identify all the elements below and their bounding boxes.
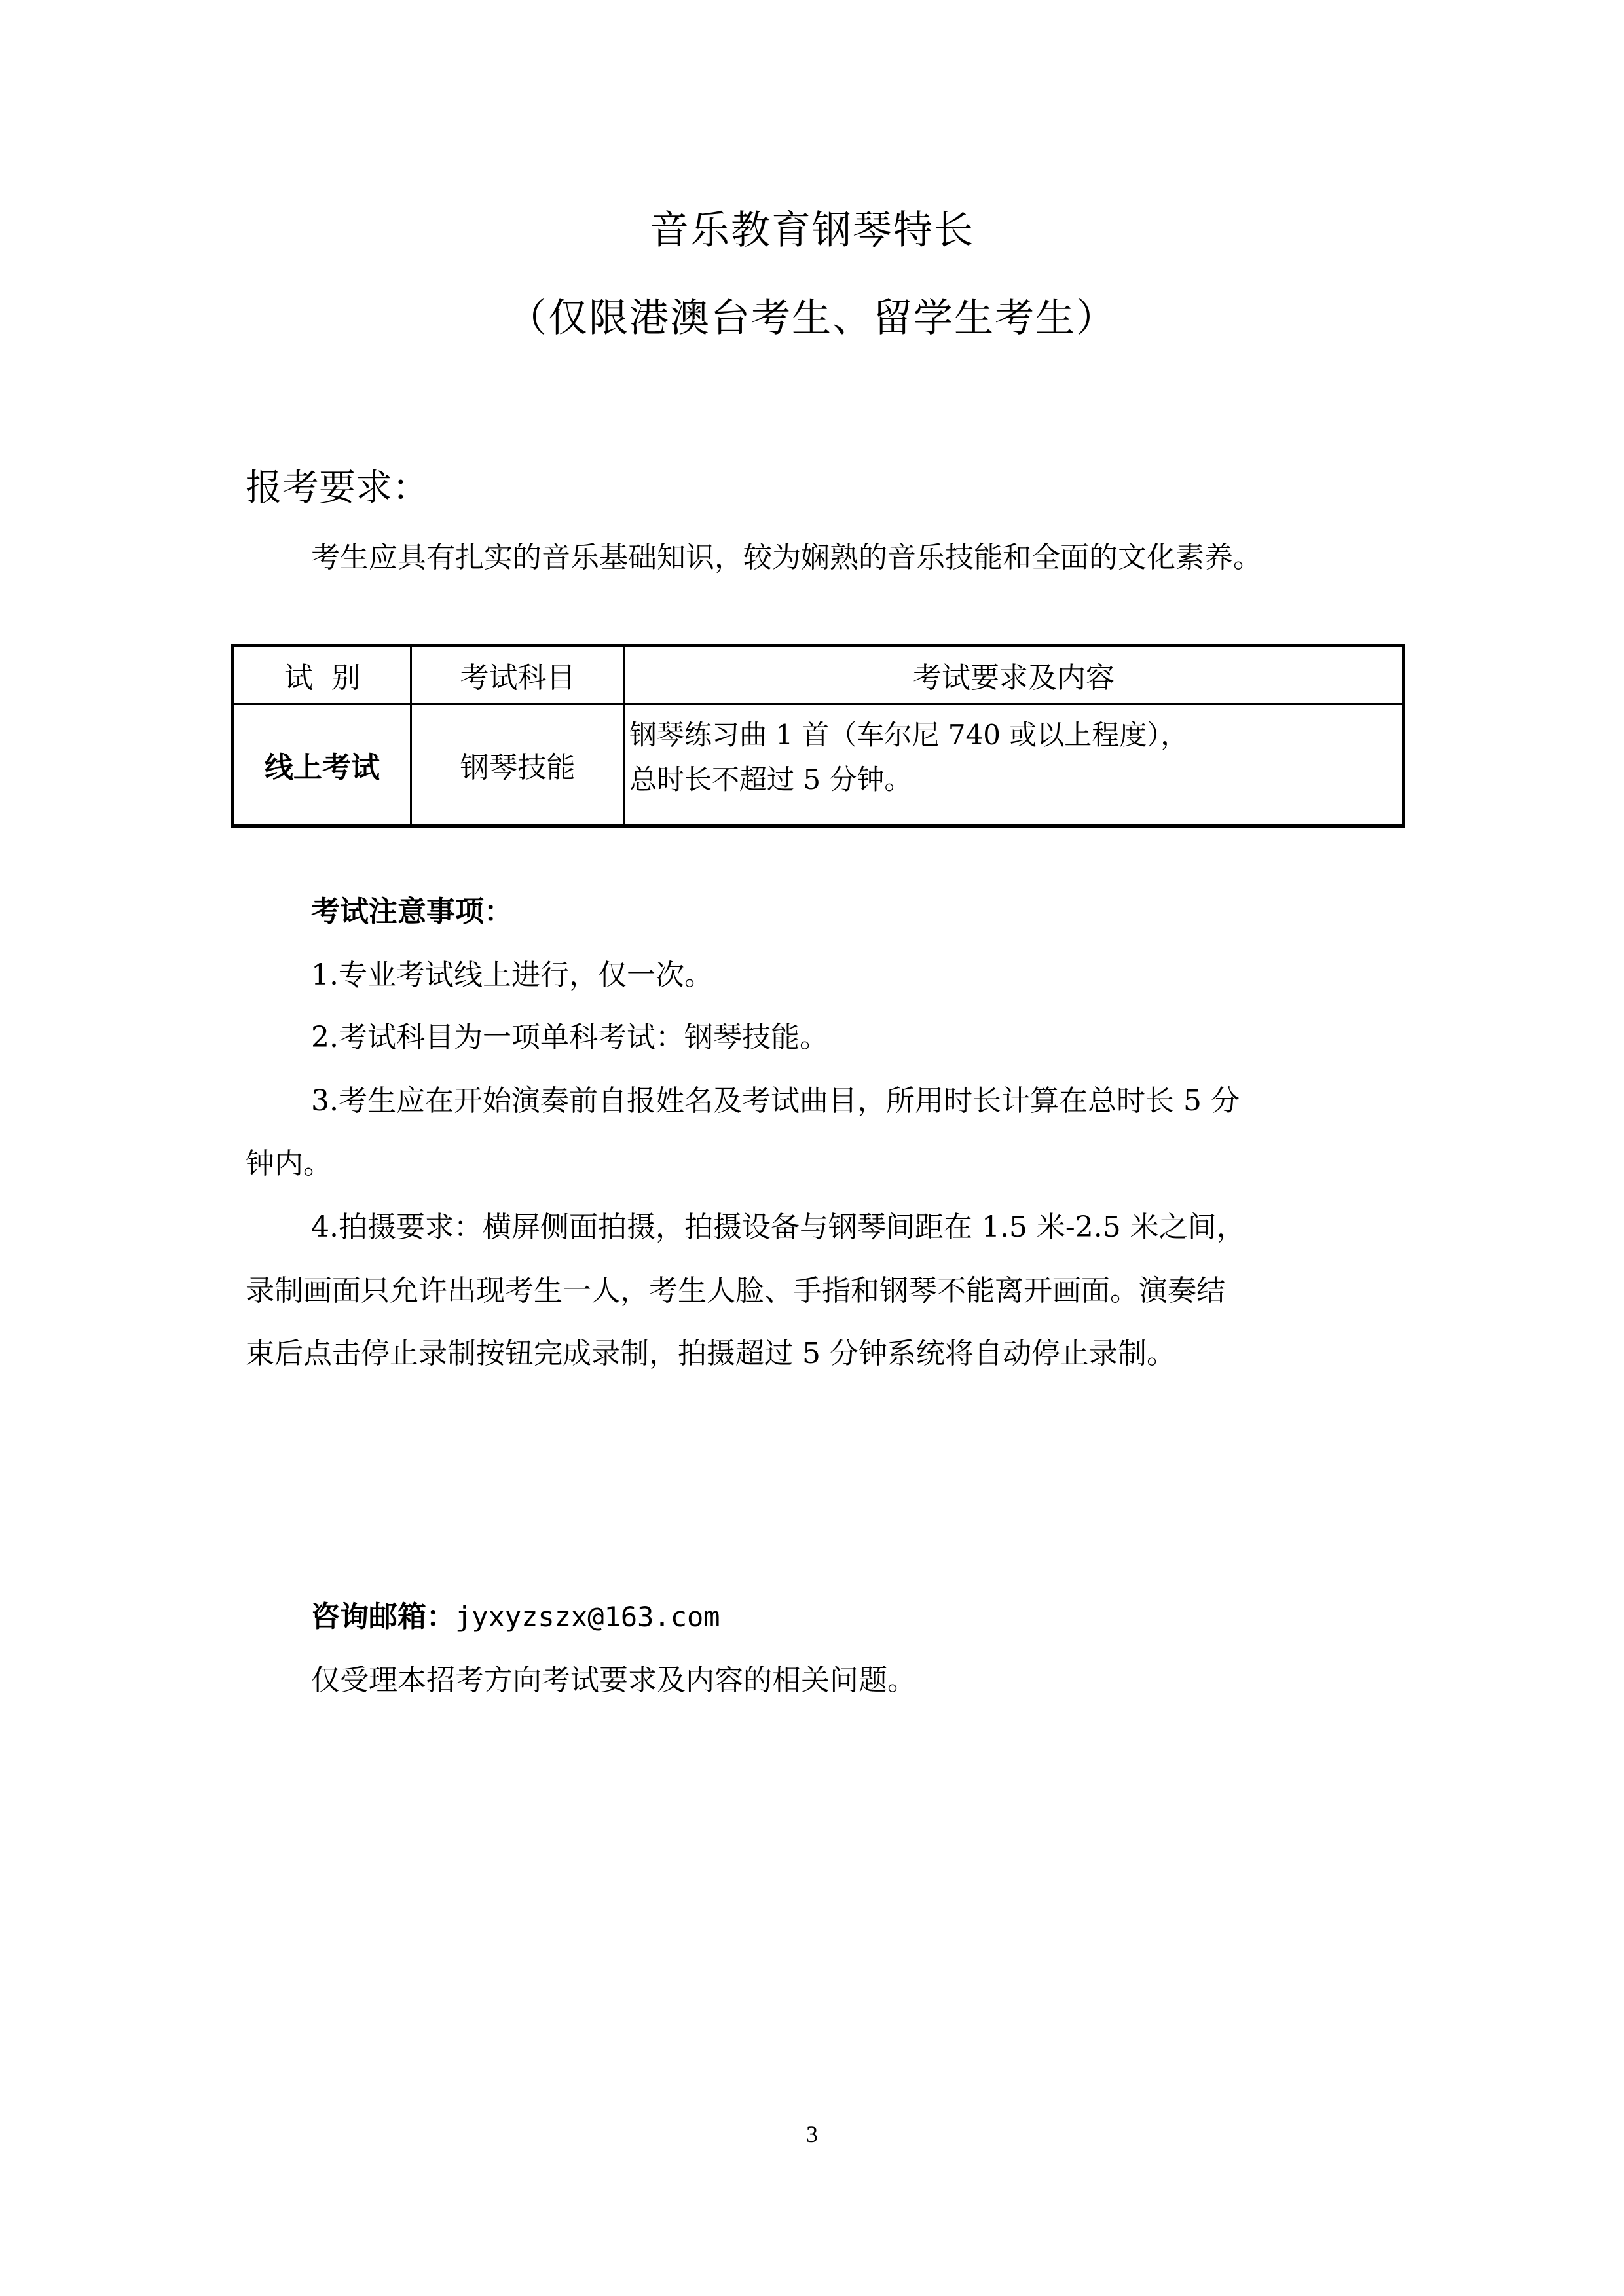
cell-exam-content	[625, 704, 1404, 826]
header-exam-type: 试 别	[233, 646, 411, 704]
contact-line	[311, 1597, 720, 1637]
content-line-1: 钢琴练习曲 1 首（车尔尼 740 或以上程度），	[629, 719, 1189, 751]
contact-note: 仅受理本招考方向考试要求及内容的相关问题。	[311, 1664, 916, 1697]
note-item-4-continued-2: 束后点击停止录制按钮完成录制，拍摄超过 5 分钟系统将自动停止录制。	[246, 1337, 1175, 1370]
page-number: 3	[806, 2121, 818, 2147]
note-item-3-continued: 钟内。	[246, 1147, 332, 1180]
content-line-2: 总时长不超过 5 分钟。	[629, 763, 912, 795]
header-exam-content: 考试要求及内容	[625, 646, 1404, 704]
note-item-4-continued-1: 录制画面只允许出现考生一人，考生人脸、手指和钢琴不能离开画面。演奏结	[246, 1274, 1225, 1307]
contact-label: 咨询邮箱：	[311, 1600, 455, 1633]
cell-exam-subject: 钢琴技能	[411, 704, 625, 826]
note-item-4: 4.拍摄要求：横屏侧面拍摄，拍摄设备与钢琴间距在 1.5 米-2.5 米之间，	[311, 1211, 1246, 1244]
contact-email: jyxyzszx@163.com	[455, 1601, 720, 1633]
document-title: 音乐教育钢琴特长	[650, 208, 974, 253]
notes-title: 考试注意事项：	[311, 895, 513, 928]
cell-exam-type: 线上考试	[233, 704, 411, 826]
note-item-2: 2.考试科目为一项单科考试：钢琴技能。	[311, 1021, 828, 1054]
exam-table	[231, 644, 1405, 828]
table-header-row	[233, 646, 1404, 704]
requirements-heading: 报考要求：	[246, 467, 429, 509]
header-exam-subject: 考试科目	[411, 646, 625, 704]
table-row	[233, 704, 1404, 826]
requirements-text: 考生应具有扎实的音乐基础知识，较为娴熟的音乐技能和全面的文化素养。	[311, 541, 1262, 574]
note-item-1: 1.专业考试线上进行，仅一次。	[311, 958, 713, 992]
note-item-3: 3.考生应在开始演奏前自报姓名及考试曲目，所用时长计算在总时长 5 分	[311, 1084, 1240, 1118]
document-subtitle: （仅限港澳台考生、留学生考生）	[507, 295, 1116, 341]
